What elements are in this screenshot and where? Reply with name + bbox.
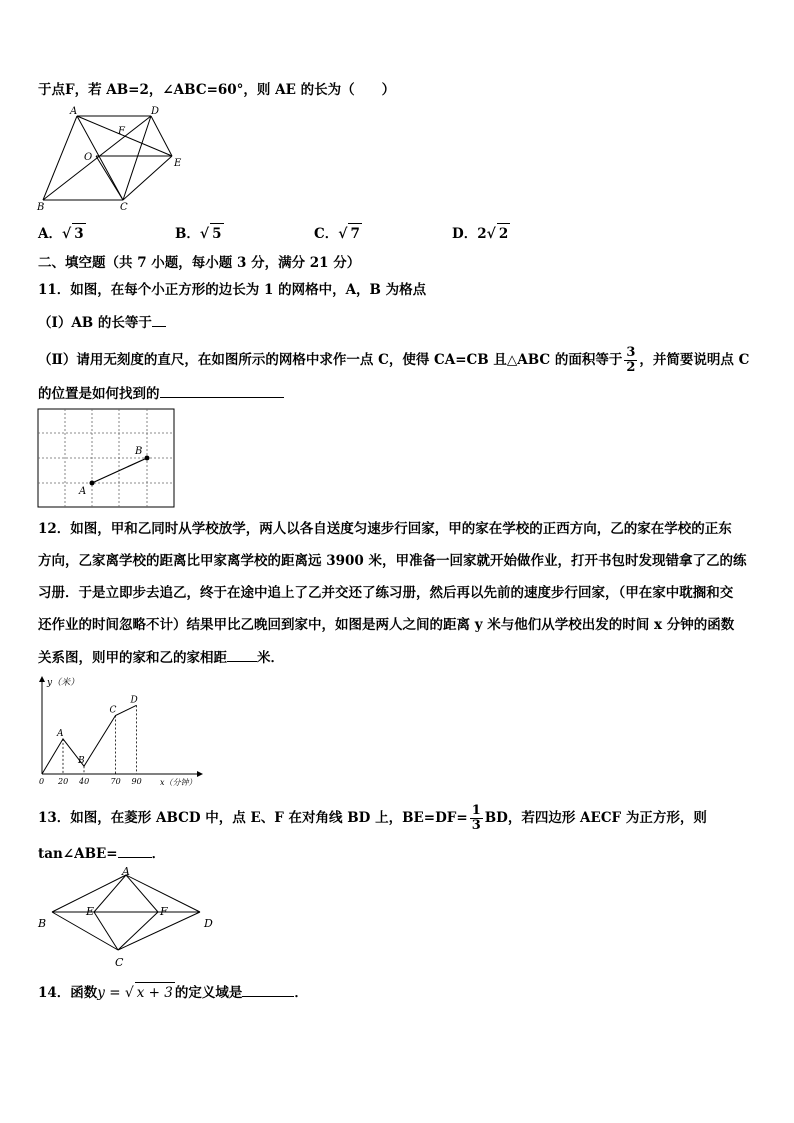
q11-label-a: A — [79, 486, 87, 497]
q12-ylabel: y（米） — [47, 678, 80, 688]
q12-line3: 习册．于是立即步去追乙，终于在途中追上了乙并交还了练习册，然后再以先前的速度步行回家，（甲在家中耽搁和交 — [38, 585, 734, 601]
q10-option-d: D．2√ 2 — [452, 223, 510, 244]
q12-series-line — [42, 705, 137, 774]
q10-stem: 于点F，若 AB=2，∠ABC=60°，则 AE 的长为（ ） — [38, 82, 396, 98]
q12-x-tick-90: 90 — [131, 777, 142, 786]
q12-line2: 方向，乙家离学校的距离比甲家离学校的距离远 3900 米，甲准备一回家就开始做作业，打开书包时发现错拿了乙的练 — [38, 553, 747, 569]
q10-option-b: B．√ 5 — [175, 223, 224, 244]
q11-line1: 11．如图，在每个小正方形的边长为 1 的网格中，A，B 为格点 — [38, 282, 427, 298]
q10-option-d-radicand: 2 — [497, 223, 510, 244]
q12-x-tick-0: 0 — [39, 777, 45, 786]
q10-option-b-radicand: 5 — [210, 223, 223, 244]
q12-x-tick-70: 70 — [110, 777, 121, 786]
q10-option-c-radicand: 7 — [348, 223, 361, 244]
q11-label-b: B — [135, 446, 143, 457]
q12-chart — [35, 674, 205, 786]
q10-label-d: D — [151, 106, 160, 117]
q13-label-f: F — [160, 905, 168, 918]
q10-label-a: A — [70, 106, 78, 117]
q13-label-e: E — [86, 905, 95, 918]
q11-part2-cont: 的位置是如何找到的 — [38, 383, 284, 404]
q12-xlabel: x（分钟） — [160, 778, 197, 786]
q10-label-b: B — [37, 202, 45, 213]
q12-point-label-c: C — [109, 705, 117, 716]
q10-figure — [34, 104, 194, 214]
q13-label-b: B — [38, 917, 47, 930]
q11-part2: （Ⅱ）请用无刻度的直尺，在如图所示的网格中求作一点 C，使得 CA=CB 且△ABC 的面积等于 $\frac{3}{2}$ ，并简要说明点 C — [38, 345, 750, 375]
q11-grid-figure — [37, 408, 177, 510]
q13-blank — [118, 843, 152, 858]
q12-point-label-d: D — [130, 695, 138, 706]
q10-option-a-radicand: 3 — [72, 223, 85, 244]
q14-radicand: x + 3 — [135, 982, 175, 1003]
q12-line4: 还作业的时间忽略不计）结果甲比乙晚回到家中，如图是两人之间的距离 y 米与他们从学校出发的时间 x 分钟的函数 — [38, 617, 735, 633]
q10-label-e: E — [174, 158, 182, 169]
q11-part1: （Ⅰ）AB 的长等于 — [38, 312, 166, 333]
q13-line1: 13．如图，在菱形 ABCD 中，点 E、F 在对角线 BD 上，BE=DF= $\frac{1}{3}$ BD，若四边形 AECF 为正方形，则 — [38, 803, 707, 833]
q11-blank2 — [160, 383, 284, 398]
q12-x-tick-40: 40 — [79, 777, 90, 786]
q13-fraction: $\frac{1}{3}$ — [471, 803, 481, 833]
q10-label-f: F — [118, 126, 125, 137]
q10-label-c: C — [120, 202, 128, 213]
q13-figure — [34, 866, 220, 970]
section2-title: 二、填空题（共 7 小题，每小题 3 分，满分 21 分） — [38, 255, 361, 271]
q12-point-label-b: B — [78, 756, 85, 767]
q12-point-label-a: A — [57, 728, 64, 739]
q12-line1: 12．如图，甲和乙同时从学校放学，两人以各自送度匀速步行回家，甲的家在学校的正西方向，乙的家在学校的正东 — [38, 521, 732, 537]
q13-line2: tan∠ABE= ． — [38, 843, 165, 864]
q12-line5: 关系图，则甲的家和乙的家相距 米． — [38, 647, 284, 668]
q11-blank1 — [152, 312, 166, 327]
q13-label-a: A — [122, 866, 130, 878]
q10-option-c: C．√ 7 — [314, 223, 362, 244]
q13-label-c: C — [115, 956, 124, 969]
q11-fraction: $\frac{3}{2}$ — [626, 345, 636, 375]
q10-label-o: O — [84, 152, 93, 163]
q12-blank — [227, 647, 257, 662]
q14-line: 14．函数y = √ x + 3 的定义域是 ． — [38, 982, 308, 1003]
q12-x-tick-20: 20 — [58, 777, 69, 786]
q10-option-a: A．√ 3 — [38, 223, 86, 244]
q13-label-d: D — [204, 917, 213, 930]
q14-blank — [242, 982, 294, 997]
